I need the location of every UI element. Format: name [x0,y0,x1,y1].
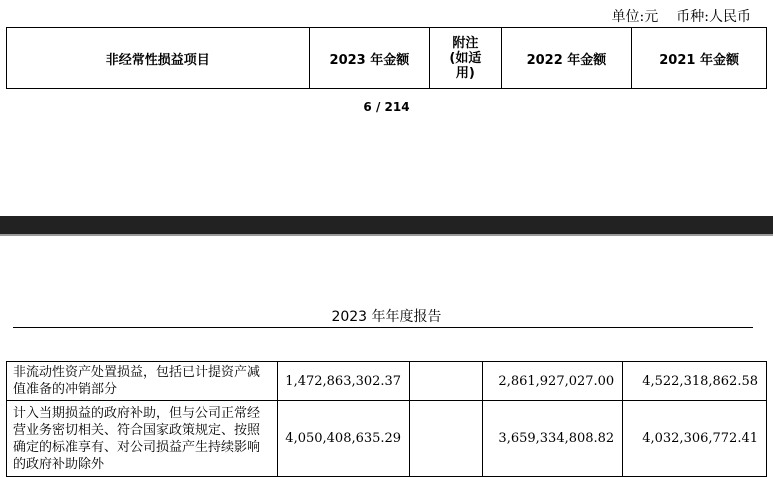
header-note-line3: 用) [455,65,475,81]
previous-page [0,0,773,216]
header-2023: 2023 年金额 [309,28,430,89]
header-table [6,27,767,89]
table-row [7,401,767,477]
row-item: 计入当期损益的政府补助，但与公司正常经营业务密切相关、符合国家政策规定、按照确定的标准享有、对公司损益产生持续影响的政府补助除外 [7,401,278,477]
unit-label: 单位:元 [611,9,659,25]
row-2022-value: 2,861,927,027.00 [482,362,622,401]
unit-currency-line [594,6,751,26]
table-header-row [7,28,767,89]
row-2021-value: 4,522,318,862.58 [623,362,767,401]
header-note-line2: (如适 [449,50,482,66]
page-separator [0,216,773,234]
header-2021: 2021 年金额 [632,28,767,89]
row-2023-value: 1,472,863,302.37 [278,362,410,401]
row-item: 非流动性资产处置损益，包括已计提资产减值准备的冲销部分 [7,362,278,401]
currency-label: 币种:人民币 [676,9,751,25]
header-item: 非经常性损益项目 [7,28,310,89]
header-note-line1: 附注 [452,35,479,51]
page-separator-shadow [0,234,773,236]
header-2022: 2022 年金额 [501,28,632,89]
gains-losses-table [6,361,767,477]
row-2022-value: 3,659,334,808.82 [482,401,622,477]
header-note [430,28,501,89]
header-rule [13,327,753,328]
page-number: 6 / 214 [363,100,410,114]
row-note [410,401,483,477]
row-2021-value: 4,032,306,772.41 [623,401,767,477]
report-title: 2023 年年度报告 [331,309,442,325]
row-note [410,362,483,401]
row-2023-value: 4,050,408,635.29 [278,401,410,477]
table-row [7,362,767,401]
